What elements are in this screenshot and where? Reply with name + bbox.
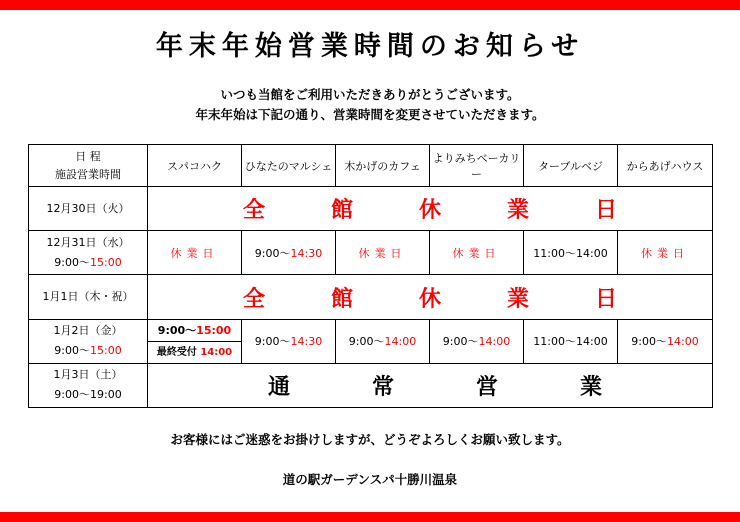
hours-end: 15:00: [90, 255, 122, 269]
date-dec31-label: 12月31日（水）: [46, 235, 130, 249]
open-char: 常: [371, 374, 394, 400]
time-end: 14:00: [384, 335, 417, 349]
last-entry-label: 最終受付: [156, 346, 197, 358]
header-row: [29, 145, 713, 187]
date-jan3-label: 1月3日（土）: [53, 368, 123, 382]
row-jan3: [29, 363, 713, 407]
bottom-red-bar: [0, 512, 740, 522]
facility-name: 道の駅ガーデンスパ十勝川温泉: [282, 472, 458, 487]
closed-char: 館: [330, 198, 353, 224]
hours-dec31: [29, 253, 147, 273]
dec31-tablevege-time: 11:00〜14:00: [524, 231, 618, 275]
row-jan1: [29, 275, 713, 319]
jan2-marche-time: [242, 319, 336, 363]
hours-start: 9:00〜: [54, 344, 90, 358]
date-jan1: 1月1日（木・祝）: [29, 275, 148, 319]
intro-line-1: いつも当館をご利用いただきありがとうございます。: [220, 87, 520, 102]
jan2-spa-cell: [148, 319, 242, 363]
jan2-tablevege-time: 11:00〜14:00: [524, 319, 618, 363]
time-end: 14:30: [290, 246, 323, 260]
schedule-table: [28, 144, 713, 408]
closed-char: 館: [330, 286, 353, 312]
time-start: 9:00〜: [254, 246, 291, 260]
open-char: 業: [579, 374, 602, 400]
closed-char: 日: [594, 198, 617, 224]
header-shop-marche: ひなたのマルシェ: [242, 145, 336, 187]
time-start: 9:00〜: [631, 335, 667, 349]
closed-char: 全: [243, 198, 266, 224]
hours-start: 9:00〜: [54, 255, 90, 269]
time-end: 15:00: [196, 323, 232, 337]
hours-jan3: 9:00〜19:00: [54, 388, 122, 402]
apology-text: お客様にはご迷惑をお掛けしますが、どうぞよろしくお願い致します。: [170, 432, 570, 447]
jan2-bakery-time: [430, 319, 524, 363]
dec31-karaage-closed: 休業日: [618, 231, 713, 275]
header-hours-label: 施設営業時間: [55, 167, 121, 181]
row-dec30: [29, 187, 713, 231]
dec31-marche-time: [242, 231, 336, 275]
closed-char: 休: [418, 286, 441, 312]
date-dec31: [29, 231, 148, 275]
jan2-karaage-time: [618, 319, 713, 363]
time-start: 9:00〜: [254, 335, 291, 349]
header-date-label: 日 程: [75, 149, 101, 163]
header-date-cell: [29, 145, 148, 187]
open-char: 営: [475, 374, 498, 400]
closed-char: 全: [243, 286, 266, 312]
time-end: 14:00: [478, 335, 511, 349]
closed-all-jan1: [148, 275, 713, 319]
dec31-bakery-closed: 休業日: [430, 231, 524, 275]
closed-all-dec30: [148, 187, 713, 231]
row-dec31: [29, 231, 713, 275]
dec31-cafe-closed: 休業日: [336, 231, 430, 275]
last-entry-time: 14:00: [200, 346, 233, 358]
time-end: 14:00: [667, 335, 699, 349]
header-shop-tablevege: ターブルベジ: [524, 145, 618, 187]
hours-jan2: [29, 341, 147, 361]
intro-text: [0, 85, 740, 125]
closed-char: 業: [506, 286, 529, 312]
open-char: 通: [268, 374, 291, 400]
dec31-spa-closed: 休業日: [148, 231, 242, 275]
closed-char: 休: [418, 198, 441, 224]
date-jan3: [29, 363, 148, 407]
intro-line-2: 年末年始は下記の通り、営業時間を変更させていただきます。: [195, 107, 545, 122]
page-title: 年末年始営業時間のお知らせ: [155, 31, 585, 62]
header-shop-karaage: からあげハウス: [618, 145, 713, 187]
date-dec30: 12月30日（火）: [29, 187, 148, 231]
open-all-jan3: [148, 363, 713, 407]
row-jan2: [29, 319, 713, 363]
jan2-cafe-time: [336, 319, 430, 363]
date-jan2: [29, 319, 148, 363]
header-shop-spa: スパコハク: [148, 145, 242, 187]
time-end: 14:30: [290, 335, 323, 349]
header-shop-bakery: よりみちベーカリー: [430, 145, 524, 187]
header-shop-cafe: 木かげのカフェ: [336, 145, 430, 187]
top-red-bar: [0, 0, 740, 10]
date-jan2-label: 1月2日（金）: [53, 324, 123, 338]
closed-char: 業: [506, 198, 529, 224]
time-start: 9:00〜: [348, 335, 385, 349]
time-start: 9:00〜: [442, 335, 479, 349]
jan2-spa-time: [148, 320, 241, 342]
closed-char: 日: [594, 286, 617, 312]
time-start: 9:00〜: [157, 323, 197, 337]
hours-end: 15:00: [90, 344, 122, 358]
jan2-spa-last-entry: [148, 342, 241, 363]
